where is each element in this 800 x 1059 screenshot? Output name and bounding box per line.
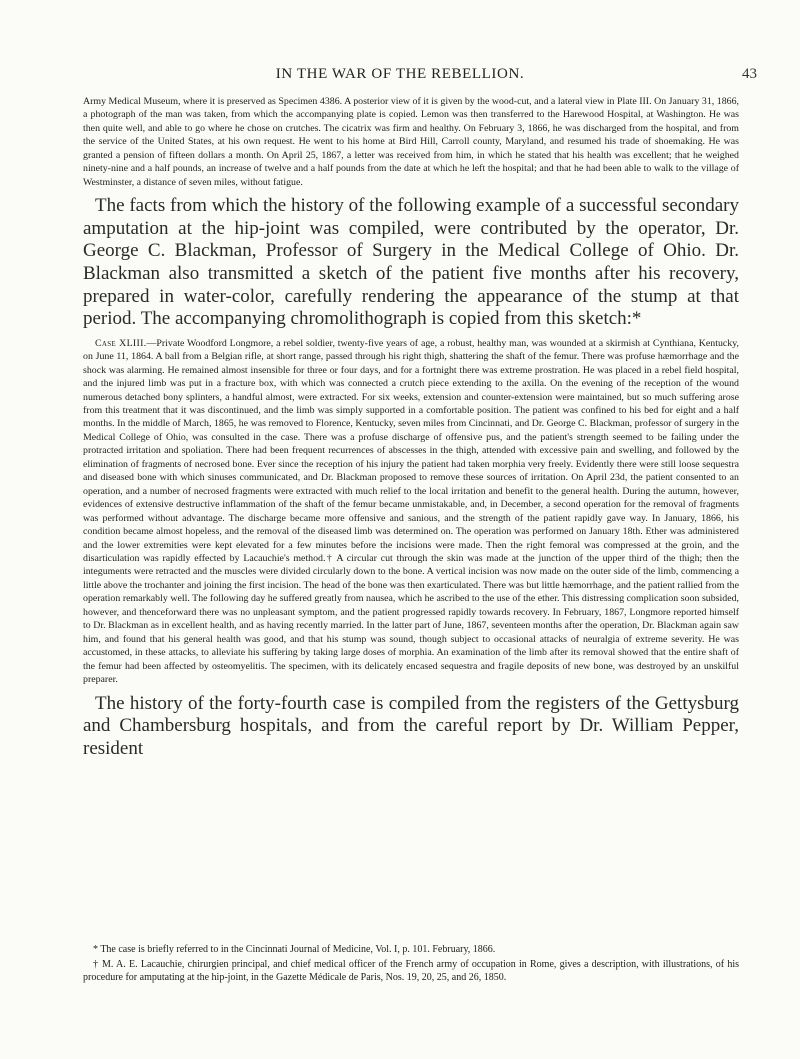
paragraph-specimen-continuation: Army Medical Museum, where it is preserved as Specimen 4386. A posterior view of it is given by the wood-cut, and a lateral view in Plate III. On January 31, 1866, a photograph of the man was taken, from which the accompanying plate is copied. Lemon was then transferred to the Harewood Hospital, at Washington. He was then quite well, and able to go where he chose on crutches. The cicatrix was firm and healthy. On February 3, 1866, he was discharged from the hospital, and from the service of the United States, at his own request. He went to his home at Bird Hill, Carroll county, Maryland, and resumed his trade of shoemaking. He was granted a pension of fifteen dollars a month. On April 25, 1867, a letter was received from him, in which he stated that his health was excellent; that he weighed ninety-nine and a half pounds, an increase of twelve and a half pounds from the date at which he left the hospital; and that he had been able to walk to the village of Westminster, a distance of seven miles, without fatigue.	[83, 96, 739, 188]
running-title: IN THE WAR OF THE REBELLION.	[275, 66, 525, 82]
running-head	[0, 66, 800, 88]
page-number: 43	[742, 66, 757, 82]
footnote-asterisk: * The case is briefly referred to in the Cincinnati Journal of Medicine, Vol. I, p. 101. February, 1866.	[93, 944, 496, 955]
case-label: Case XLIII.	[95, 337, 147, 349]
body-text	[83, 95, 739, 766]
case-text: —Private Woodford Longmore, a rebel soldier, twenty-five years of age, a robust, healthy man, was wounded at a skirmish at Cynthiana, Kentucky, on June 11, 1864. A ball from a Belgian rifle, at short range, passed through his right thigh, shattering the shaft of the femur. There was profuse hæmorrhage and the shock was alarming. He remained almost insensible for three or four days, and for a fortnight there was extreme prostration. He was placed in a rebel field hospital, and the injured limb was put in a fracture box, with which was connected a crutch piece extending to the axilla. On the evening of the reception of the wound numerous detached bony splinters, a handful almost, were extracted. For six weeks, extension and counter-extension were maintained, but so much suffering arose from this treatment that it was discontinued, and the limb was simply supported in a comfortable position. The patient was confined to his bed for eight and a half months. In the middle of March, 1865, he was removed to Florence, Kentucky, seven miles from Cincinnati, and Dr. George C. Blackman, professor of surgery in the Medical College of Ohio, was consulted in the case. There was a profuse discharge of offensive pus, and the patient's strength seemed to be failing under the protracted irritation and spoliation. There had been frequent recurrences of abscesses in the thigh, attended with excessive pain and swelling, and followed by the elimination of fragments of necrosed bone. Ever since the reception of his injury the patient had taken morphia very freely. Evidently there were still loose sequestra and diseased bone with which sinuses communicated, and Dr. Blackman proposed to remove these sources of irritation. On April 23d, the patient consented to an operation, and a number of necrosed fragments were extracted with much relief to the local irritation and benefit to the general health. During the autumn, however, evidences of extensive destructive inflammation of the shaft of the femur became unmistakable, and, in December, a second operation for the removal of fragments was performed without advantage. The discharge became more offensive and sanious, and the strength of the patient rapidly gave way. In January, 1866, his condition became almost hopeless, and the removal of the diseased limb was determined on. The operation was performed on January 18th. Ether was administered and the lower extremities were kept elevated for a few minutes before the incisions were made. Then the right femoral was compressed at the groin, and the disarticulation was rapidly effected by Lacauchie's method.† A circular cut through the skin was made at the junction of the upper third of the thigh; then the integuments were retracted and the muscles were divided circularly down to the bone. A vertical incision was now made on the outer side of the limb, commencing a little above the trochanter and joining the first incision. The head of the bone was then exarticulated. There was but little hæmorrhage, and the patient rallied from the operation remarkably well. The following day he suffered greatly from nausea, which he ascribed to the use of the ether. This distressing complication soon subsided, however, and thenceforward there was no unpleasant symptom, and the patient progressed rapidly towards recovery. In February, 1867, Longmore reported himself to Dr. Blackman as in excellent health, and as having recently married. In the latter part of June, 1867, seventeen months after the operation, Dr. Blackman again saw him, and found that his general health was good, and that his stump was sound, though subject to occasional attacks of neuralgia of extreme severity. He was accustomed, in these attacks, to alleviate his suffering by taking large doses of morphia. An examination of the limb after its removal showed that the entire shaft of the femur had been affected by osteomyelitis. The specimen, with its delicately encased sequestra and fragile deposits of new bone, was destroyed by an unskilful preparer.	[83, 337, 740, 686]
paragraph-introduction-case-43: The facts from which the history of the following example of a successful secondary amputation at the hip-joint was compiled, were contributed by the operator, Dr. George C. Blackman, Professor of Surgery in the Medical College of Ohio. Dr. Blackman also transmitted a sketch of the patient five months after his recovery, prepared in water-color, carefully rendering the appearance of the stump at that period. The accompanying chromolithograph is copied from this sketch:*	[83, 195, 739, 330]
case-report	[83, 337, 739, 687]
paragraph-introduction-case-44: The history of the forty-fourth case is compiled from the registers of the Gettysburg and Chambersburg hospitals, and from the careful report by Dr. William Pepper, resident	[83, 692, 739, 759]
footnotes	[83, 943, 739, 986]
footnote-dagger: † M. A. E. Lacauchie, chirurgien principal, and chief medical officer of the French army of occupation in Rome, gives a description, with illustrations, of his procedure for amputating at the hip-joint, in the Gazette Médicale de Paris, Nos. 19, 20, 25, and 26, 1850.	[83, 958, 739, 983]
